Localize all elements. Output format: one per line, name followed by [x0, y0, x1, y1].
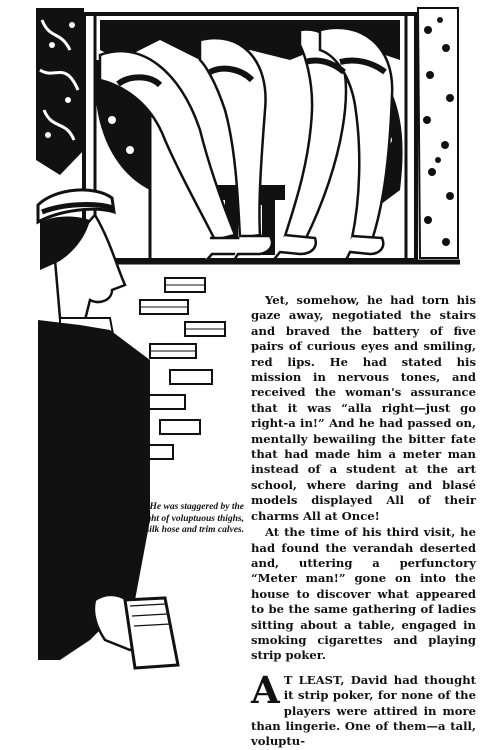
story-column	[251, 293, 476, 750]
heel-3	[272, 235, 316, 262]
curtain-right	[418, 8, 458, 258]
drop-cap: A	[251, 667, 280, 712]
story-paragraph: Yet, somehow, he had torn his gaze away, negotiated the stairs and braved the battery of five pairs of curious eyes and smiling, red lips. He had stated his mission in nervous tones, and received the woman's assurance that it was “alla right—just go right-a in!” And he had passed on, mentally bewailing the bitter fate that had made him a meter man instead of a student at the art school, where daring and blasé models displayed All of their charms All at Once!	[251, 293, 476, 523]
illustration-caption: He was staggered by the sight of voluptuous thighs, silk hose and trim calves.	[139, 502, 244, 535]
story-paragraph	[251, 667, 476, 750]
story-paragraph: At the time of his third visit, he had found the verandah deserted and, uttering a perfunctory “Meter man!” gone on into the house to discover what appeared to be the same gathering of ladies sitting about a table, engaged in smoking cigarettes and playing strip poker.	[251, 525, 476, 663]
curtain-left	[36, 8, 84, 175]
story-paragraph-text: T LEAST, David had thought it strip poker, for none of the players were attired in more than lingerie. One of them—a tall, voluptu-	[251, 672, 476, 749]
clipboard	[125, 598, 178, 668]
